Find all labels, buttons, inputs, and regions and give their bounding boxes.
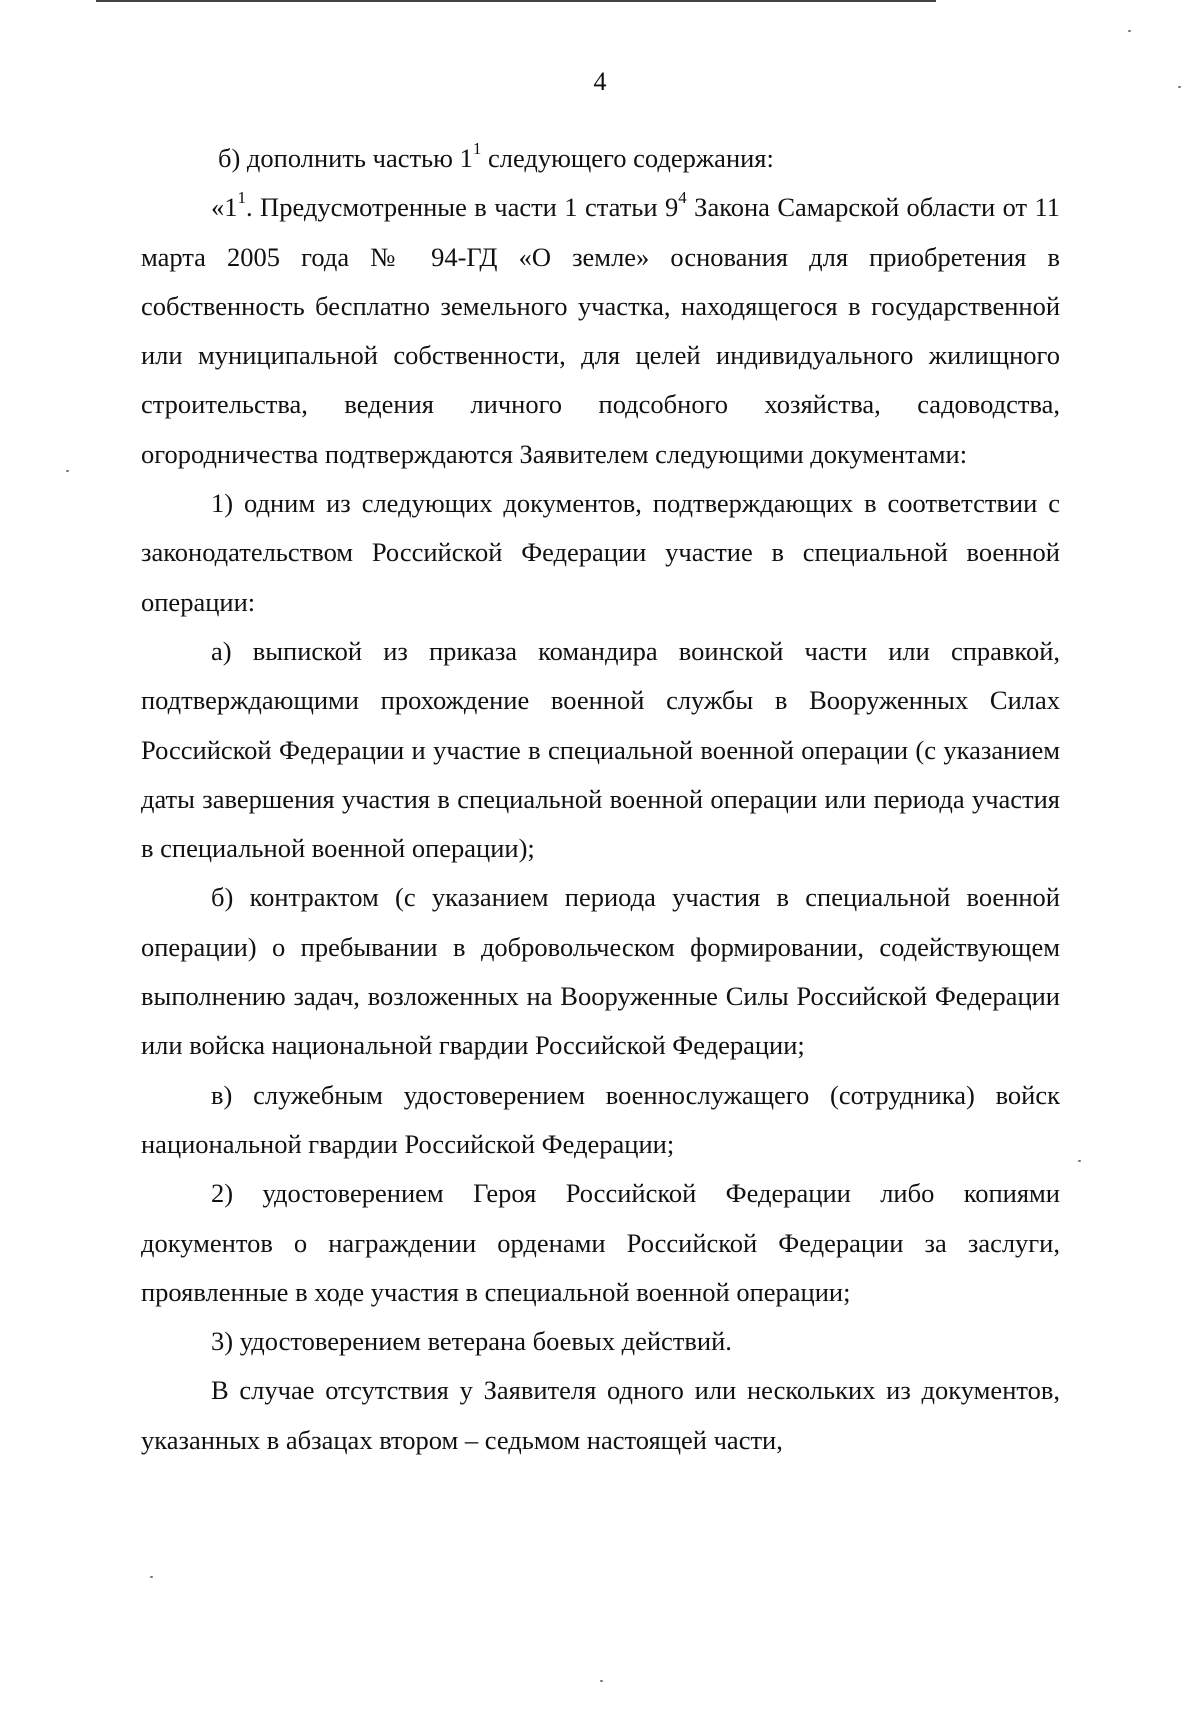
scan-speck (1128, 30, 1131, 32)
top-border-rule (96, 0, 936, 2)
paragraph-item-2: 2) удостоверением Героя Российской Федерации либо копиями документов о награждении орденами Российской Федерации за заслуги, проявленные в ходе участия в специальной военной операции; (141, 1178, 1060, 1307)
scan-speck (150, 1576, 153, 1578)
paragraph-amendment-intro: б) дополнить частью $1^1$ следующего содержания: (218, 139, 774, 173)
paragraph-item-3: 3) удостоверением ветерана боевых действий. (211, 1326, 732, 1357)
paragraph-subitem-v: в) служебным удостоверением военнослужащего (сотрудника) войск национальной гвардии Российской Федерации; (141, 1079, 1060, 1159)
paragraph-absence-case: В случае отсутствия у Заявителя одного или нескольких из документов, указанных в абзацах втором – седьмом настоящей части, (141, 1375, 1060, 1455)
paragraph-subitem-b: б) контрактом (с указанием периода участия в специальной военной операции) о пребывании в добровольческом формировании, содействующем выполнению задач, возложенных на Вооруженные Силы Российской Федерации или войска национальной гвардии Российской Федерации; (141, 882, 1060, 1061)
paragraph-part-1-1: «$1^1$. Предусмотренные в части 1 статьи $9^4$ Закона Самарской области от 11 марта 2005 года № 94-ГД «О земле» основания для приобретения в собственность бесплатно земельного участка, находящегося в государственной или муниципальной собственности, для целей индивидуального жилищного строительства, ведения личного подсобного хозяйства, садоводства, огородничества подтверждаются Заявителем следующими документами: (141, 188, 1061, 469)
scan-speck (66, 470, 69, 472)
paragraph-item-1: 1) одним из следующих документов, подтверждающих в соответствии с законодательством Российской Федерации участие в специальной военной операции: (141, 488, 1060, 617)
scan-speck (600, 1680, 603, 1682)
scan-speck (1078, 1160, 1081, 1162)
page-number: 4 (593, 67, 607, 96)
document-body (141, 134, 1060, 1465)
scan-speck (1178, 86, 1181, 88)
paragraph-subitem-a: а) выпиской из приказа командира воинской части или справкой, подтверждающими прохождение военной службы в Вооруженных Силах Российской Федерации и участие в специальной военной операции (с указанием даты завершения участия в специальной военной операции или периода участия в специальной военной операции); (141, 635, 1060, 864)
